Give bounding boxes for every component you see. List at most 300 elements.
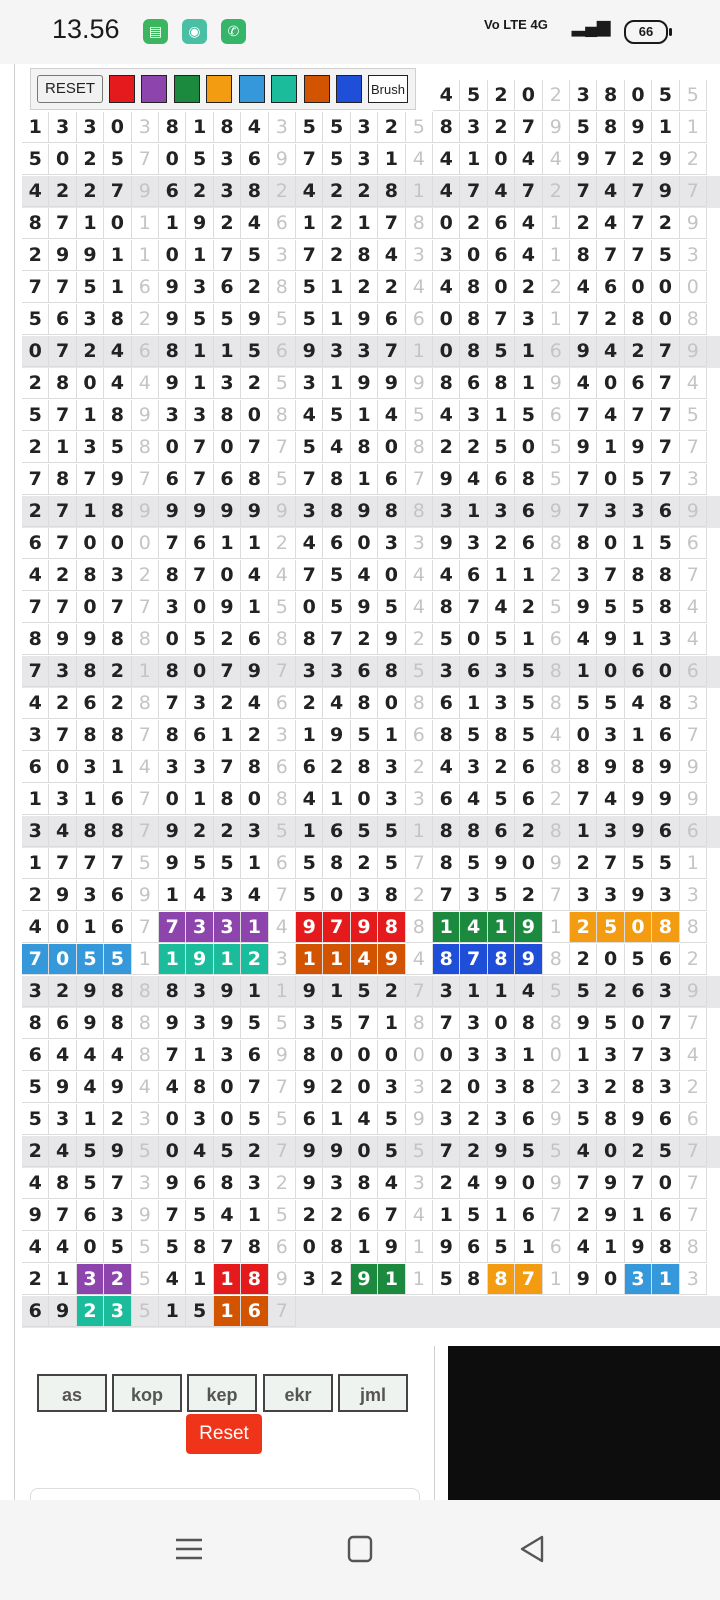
grid-cell[interactable]: 0 bbox=[186, 656, 213, 687]
grid-cell[interactable]: 8 bbox=[406, 496, 433, 527]
grid-cell[interactable]: 4 bbox=[77, 1040, 104, 1071]
grid-cell[interactable]: 9 bbox=[597, 1168, 624, 1199]
grid-cell[interactable]: 7 bbox=[652, 368, 679, 399]
grid-cell[interactable]: 0 bbox=[159, 1136, 186, 1167]
grid-cell[interactable]: 3 bbox=[460, 1040, 487, 1071]
grid-cell[interactable]: 6 bbox=[680, 1104, 707, 1135]
grid-cell[interactable]: 9 bbox=[351, 496, 378, 527]
grid-cell[interactable]: 3 bbox=[433, 496, 460, 527]
grid-cell[interactable]: 6 bbox=[652, 816, 679, 847]
grid-cell[interactable]: 8 bbox=[378, 656, 405, 687]
grid-cell[interactable]: 6 bbox=[488, 208, 515, 239]
grid-cell[interactable]: 8 bbox=[570, 240, 597, 271]
grid-cell[interactable]: 7 bbox=[104, 1168, 131, 1199]
grid-cell[interactable]: 9 bbox=[214, 1008, 241, 1039]
grid-cell[interactable]: 9 bbox=[323, 1136, 350, 1167]
grid-cell[interactable]: 1 bbox=[214, 1264, 241, 1295]
grid-cell[interactable]: 6 bbox=[132, 272, 159, 303]
grid-cell[interactable]: 8 bbox=[515, 1072, 542, 1103]
grid-cell[interactable]: 4 bbox=[296, 784, 323, 815]
grid-cell[interactable]: 3 bbox=[488, 1040, 515, 1071]
grid-cell[interactable]: 8 bbox=[77, 560, 104, 591]
grid-cell[interactable]: 2 bbox=[323, 1072, 350, 1103]
grid-cell[interactable]: 5 bbox=[515, 656, 542, 687]
grid-cell[interactable]: 8 bbox=[406, 912, 433, 943]
grid-cell[interactable]: 7 bbox=[625, 240, 652, 271]
grid-cell[interactable]: 3 bbox=[104, 560, 131, 591]
grid-cell[interactable]: 4 bbox=[378, 400, 405, 431]
grid-cell[interactable]: 4 bbox=[296, 400, 323, 431]
grid-cell[interactable]: 3 bbox=[597, 496, 624, 527]
grid-cell[interactable]: 1 bbox=[22, 848, 49, 879]
grid-cell[interactable]: 1 bbox=[570, 816, 597, 847]
grid-cell[interactable]: 6 bbox=[22, 752, 49, 783]
grid-cell[interactable]: 7 bbox=[460, 592, 487, 623]
grid-cell[interactable]: 7 bbox=[214, 656, 241, 687]
grid-cell[interactable]: 8 bbox=[543, 816, 570, 847]
grid-cell[interactable]: 2 bbox=[214, 816, 241, 847]
grid-cell[interactable]: 5 bbox=[296, 880, 323, 911]
grid-cell[interactable]: 5 bbox=[269, 464, 296, 495]
grid-cell[interactable]: 5 bbox=[323, 144, 350, 175]
grid-cell[interactable]: 5 bbox=[597, 592, 624, 623]
grid-cell[interactable]: 2 bbox=[433, 1072, 460, 1103]
grid-cell[interactable]: 8 bbox=[460, 816, 487, 847]
grid-cell[interactable]: 8 bbox=[433, 944, 460, 975]
grid-cell[interactable]: 5 bbox=[488, 336, 515, 367]
grid-cell[interactable]: 9 bbox=[570, 336, 597, 367]
grid-cell[interactable]: 3 bbox=[460, 400, 487, 431]
grid-cell[interactable]: 8 bbox=[77, 816, 104, 847]
grid-cell[interactable]: 6 bbox=[680, 656, 707, 687]
grid-cell[interactable]: 1 bbox=[378, 720, 405, 751]
grid-cell[interactable]: 9 bbox=[433, 528, 460, 559]
grid-cell[interactable]: 3 bbox=[323, 656, 350, 687]
grid-cell[interactable]: 0 bbox=[351, 1040, 378, 1071]
grid-cell[interactable]: 4 bbox=[488, 592, 515, 623]
grid-cell[interactable]: 0 bbox=[214, 1104, 241, 1135]
grid-cell[interactable]: 7 bbox=[460, 176, 487, 207]
grid-cell[interactable]: 2 bbox=[77, 144, 104, 175]
grid-cell[interactable]: 7 bbox=[652, 1008, 679, 1039]
grid-cell[interactable]: 0 bbox=[49, 144, 76, 175]
grid-cell[interactable]: 1 bbox=[460, 144, 487, 175]
grid-cell[interactable]: 6 bbox=[652, 496, 679, 527]
grid-cell[interactable]: 8 bbox=[159, 336, 186, 367]
grid-cell[interactable]: 1 bbox=[77, 784, 104, 815]
grid-cell[interactable]: 9 bbox=[77, 624, 104, 655]
grid-cell[interactable]: 2 bbox=[625, 1136, 652, 1167]
grid-cell[interactable]: 4 bbox=[296, 528, 323, 559]
grid-cell[interactable]: 8 bbox=[378, 496, 405, 527]
grid-cell[interactable]: 2 bbox=[543, 784, 570, 815]
grid-cell[interactable]: 3 bbox=[77, 112, 104, 143]
grid-cell[interactable]: 9 bbox=[597, 752, 624, 783]
grid-cell[interactable]: 1 bbox=[159, 208, 186, 239]
grid-cell[interactable]: 4 bbox=[241, 880, 268, 911]
grid-cell[interactable]: 4 bbox=[406, 1200, 433, 1231]
grid-cell[interactable]: 4 bbox=[433, 752, 460, 783]
grid-cell[interactable]: 9 bbox=[351, 592, 378, 623]
grid-cell[interactable]: 2 bbox=[241, 1136, 268, 1167]
grid-cell[interactable]: 9 bbox=[77, 1008, 104, 1039]
grid-cell[interactable]: 8 bbox=[296, 624, 323, 655]
grid-cell[interactable]: 4 bbox=[433, 144, 460, 175]
grid-cell[interactable]: 1 bbox=[625, 720, 652, 751]
grid-cell[interactable]: 7 bbox=[186, 560, 213, 591]
grid-cell[interactable]: 9 bbox=[433, 464, 460, 495]
grid-cell[interactable]: 3 bbox=[159, 400, 186, 431]
grid-cell[interactable]: 1 bbox=[132, 656, 159, 687]
jml-button[interactable]: jml bbox=[338, 1374, 408, 1412]
grid-cell[interactable]: 2 bbox=[625, 144, 652, 175]
grid-cell[interactable]: 6 bbox=[186, 720, 213, 751]
grid-cell[interactable]: 9 bbox=[515, 944, 542, 975]
grid-cell[interactable]: 2 bbox=[515, 880, 542, 911]
grid-cell[interactable]: 3 bbox=[488, 656, 515, 687]
grid-cell[interactable]: 8 bbox=[214, 784, 241, 815]
grid-cell[interactable]: 0 bbox=[597, 1136, 624, 1167]
grid-cell[interactable]: 1 bbox=[186, 784, 213, 815]
grid-cell[interactable]: 7 bbox=[186, 432, 213, 463]
grid-cell[interactable]: 4 bbox=[406, 592, 433, 623]
grid-cell[interactable]: 3 bbox=[132, 1104, 159, 1135]
grid-cell[interactable]: 9 bbox=[680, 496, 707, 527]
grid-cell[interactable]: 1 bbox=[132, 208, 159, 239]
grid-cell[interactable]: 1 bbox=[323, 944, 350, 975]
grid-cell[interactable]: 6 bbox=[460, 656, 487, 687]
grid-cell[interactable]: 9 bbox=[104, 464, 131, 495]
grid-cell[interactable]: 7 bbox=[680, 1168, 707, 1199]
grid-cell[interactable]: 8 bbox=[378, 912, 405, 943]
grid-cell[interactable]: 0 bbox=[159, 1104, 186, 1135]
grid-cell[interactable]: 2 bbox=[22, 240, 49, 271]
grid-cell[interactable]: 6 bbox=[49, 304, 76, 335]
grid-cell[interactable]: 1 bbox=[597, 432, 624, 463]
grid-cell[interactable]: 2 bbox=[351, 272, 378, 303]
as-button[interactable]: as bbox=[37, 1374, 107, 1412]
grid-cell[interactable]: 2 bbox=[570, 208, 597, 239]
grid-cell[interactable]: 0 bbox=[460, 1072, 487, 1103]
grid-cell[interactable]: 0 bbox=[625, 80, 652, 111]
grid-cell[interactable]: 5 bbox=[323, 1008, 350, 1039]
grid-cell[interactable]: 3 bbox=[488, 1072, 515, 1103]
grid-cell[interactable]: 0 bbox=[515, 848, 542, 879]
grid-cell[interactable]: 1 bbox=[597, 1232, 624, 1263]
grid-cell[interactable]: 3 bbox=[214, 912, 241, 943]
grid-cell[interactable]: 5 bbox=[652, 240, 679, 271]
grid-cell[interactable]: 6 bbox=[406, 304, 433, 335]
grid-cell[interactable]: 0 bbox=[241, 784, 268, 815]
grid-cell[interactable]: 5 bbox=[378, 592, 405, 623]
grid-cell[interactable]: 2 bbox=[515, 272, 542, 303]
grid-cell[interactable]: 3 bbox=[433, 976, 460, 1007]
grid-cell[interactable]: 7 bbox=[269, 432, 296, 463]
grid-cell[interactable]: 0 bbox=[652, 304, 679, 335]
grid-cell[interactable]: 9 bbox=[296, 1136, 323, 1167]
grid-cell[interactable]: 1 bbox=[323, 368, 350, 399]
grid-cell[interactable]: 2 bbox=[104, 656, 131, 687]
grid-cell[interactable]: 5 bbox=[241, 336, 268, 367]
grid-cell[interactable]: 5 bbox=[132, 1296, 159, 1327]
grid-cell[interactable]: 2 bbox=[652, 208, 679, 239]
grid-cell[interactable]: 3 bbox=[269, 720, 296, 751]
grid-cell[interactable]: 3 bbox=[214, 880, 241, 911]
grid-cell[interactable]: 5 bbox=[515, 688, 542, 719]
grid-cell[interactable]: 3 bbox=[214, 368, 241, 399]
grid-cell[interactable]: 8 bbox=[104, 1008, 131, 1039]
grid-cell[interactable]: 2 bbox=[323, 240, 350, 271]
grid-cell[interactable]: 1 bbox=[132, 944, 159, 975]
grid-cell[interactable]: 6 bbox=[159, 464, 186, 495]
grid-cell[interactable]: 4 bbox=[186, 1136, 213, 1167]
grid-cell[interactable]: 1 bbox=[406, 336, 433, 367]
grid-cell[interactable]: 5 bbox=[351, 720, 378, 751]
grid-cell[interactable]: 5 bbox=[406, 656, 433, 687]
grid-cell[interactable]: 7 bbox=[269, 880, 296, 911]
grid-cell[interactable]: 0 bbox=[378, 560, 405, 591]
grid-cell[interactable]: 8 bbox=[269, 272, 296, 303]
grid-cell[interactable]: 4 bbox=[570, 368, 597, 399]
grid-cell[interactable]: 6 bbox=[597, 272, 624, 303]
grid-cell[interactable]: 8 bbox=[406, 208, 433, 239]
grid-cell[interactable]: 7 bbox=[49, 528, 76, 559]
grid-cell[interactable]: 1 bbox=[77, 496, 104, 527]
grid-cell[interactable]: 2 bbox=[22, 496, 49, 527]
grid-cell[interactable]: 9 bbox=[543, 368, 570, 399]
grid-cell[interactable]: 5 bbox=[22, 144, 49, 175]
grid-cell[interactable]: 0 bbox=[214, 560, 241, 591]
grid-cell[interactable]: 4 bbox=[597, 400, 624, 431]
grid-cell[interactable]: 2 bbox=[406, 624, 433, 655]
grid-cell[interactable]: 4 bbox=[570, 272, 597, 303]
grid-cell[interactable]: 7 bbox=[515, 112, 542, 143]
grid-cell[interactable]: 5 bbox=[515, 1136, 542, 1167]
grid-cell[interactable]: 8 bbox=[159, 560, 186, 591]
grid-cell[interactable]: 2 bbox=[269, 1168, 296, 1199]
grid-cell[interactable]: 9 bbox=[186, 944, 213, 975]
grid-cell[interactable]: 3 bbox=[269, 944, 296, 975]
grid-cell[interactable]: 6 bbox=[488, 816, 515, 847]
grid-cell[interactable]: 5 bbox=[543, 432, 570, 463]
grid-cell[interactable]: 9 bbox=[625, 880, 652, 911]
grid-cell[interactable]: 8 bbox=[241, 752, 268, 783]
grid-cell[interactable]: 7 bbox=[269, 656, 296, 687]
grid-cell[interactable]: 3 bbox=[323, 336, 350, 367]
grid-cell[interactable]: 1 bbox=[214, 720, 241, 751]
grid-cell[interactable]: 1 bbox=[241, 912, 268, 943]
grid-cell[interactable]: 0 bbox=[351, 528, 378, 559]
grid-cell[interactable]: 6 bbox=[77, 688, 104, 719]
grid-cell[interactable]: 1 bbox=[296, 816, 323, 847]
grid-cell[interactable]: 7 bbox=[433, 1136, 460, 1167]
grid-cell[interactable]: 7 bbox=[652, 400, 679, 431]
grid-cell[interactable]: 0 bbox=[597, 368, 624, 399]
grid-cell[interactable]: 5 bbox=[186, 624, 213, 655]
grid-cell[interactable]: 9 bbox=[77, 240, 104, 271]
grid-cell[interactable]: 8 bbox=[104, 304, 131, 335]
grid-cell[interactable]: 5 bbox=[241, 1008, 268, 1039]
grid-cell[interactable]: 1 bbox=[323, 976, 350, 1007]
grid-cell[interactable]: 0 bbox=[460, 240, 487, 271]
grid-cell[interactable]: 7 bbox=[159, 1200, 186, 1231]
grid-cell[interactable]: 6 bbox=[543, 1232, 570, 1263]
grid-cell[interactable]: 6 bbox=[652, 720, 679, 751]
grid-cell[interactable]: 9 bbox=[625, 432, 652, 463]
grid-cell[interactable]: 3 bbox=[406, 240, 433, 271]
grid-cell[interactable]: 7 bbox=[214, 1232, 241, 1263]
grid-cell[interactable]: 5 bbox=[323, 400, 350, 431]
grid-cell[interactable]: 4 bbox=[515, 208, 542, 239]
grid-cell[interactable]: 6 bbox=[378, 304, 405, 335]
grid-cell[interactable]: 1 bbox=[515, 560, 542, 591]
grid-cell[interactable]: 0 bbox=[378, 688, 405, 719]
grid-cell[interactable]: 4 bbox=[433, 272, 460, 303]
grid-cell[interactable]: 9 bbox=[543, 1168, 570, 1199]
reset-top-button[interactable]: RESET bbox=[37, 75, 103, 103]
grid-cell[interactable]: 1 bbox=[269, 976, 296, 1007]
grid-cell[interactable]: 2 bbox=[680, 144, 707, 175]
grid-cell[interactable]: 5 bbox=[406, 1136, 433, 1167]
grid-cell[interactable]: 8 bbox=[269, 784, 296, 815]
grid-cell[interactable]: 4 bbox=[49, 1232, 76, 1263]
grid-cell[interactable]: 5 bbox=[104, 944, 131, 975]
grid-cell[interactable]: 6 bbox=[625, 976, 652, 1007]
grid-cell[interactable]: 8 bbox=[241, 464, 268, 495]
grid-cell[interactable]: 5 bbox=[460, 720, 487, 751]
grid-cell[interactable]: 7 bbox=[680, 720, 707, 751]
grid-cell[interactable]: 8 bbox=[570, 528, 597, 559]
grid-cell[interactable]: 2 bbox=[104, 1264, 131, 1295]
grid-cell[interactable]: 7 bbox=[570, 400, 597, 431]
grid-cell[interactable]: 6 bbox=[652, 1104, 679, 1135]
grid-cell[interactable]: 0 bbox=[543, 1040, 570, 1071]
grid-cell[interactable]: 3 bbox=[323, 1168, 350, 1199]
grid-cell[interactable]: 7 bbox=[132, 144, 159, 175]
grid-cell[interactable]: 7 bbox=[406, 976, 433, 1007]
grid-cell[interactable]: 1 bbox=[378, 1264, 405, 1295]
grid-cell[interactable]: 7 bbox=[22, 944, 49, 975]
grid-cell[interactable]: 5 bbox=[488, 880, 515, 911]
grid-cell[interactable]: 5 bbox=[543, 592, 570, 623]
grid-cell[interactable]: 1 bbox=[460, 496, 487, 527]
grid-cell[interactable]: 6 bbox=[132, 336, 159, 367]
grid-cell[interactable]: 8 bbox=[269, 624, 296, 655]
grid-cell[interactable]: 0 bbox=[488, 272, 515, 303]
grid-cell[interactable]: 5 bbox=[296, 432, 323, 463]
grid-cell[interactable]: 5 bbox=[77, 272, 104, 303]
grid-cell[interactable]: 8 bbox=[488, 368, 515, 399]
grid-cell[interactable]: 2 bbox=[625, 336, 652, 367]
grid-cell[interactable]: 9 bbox=[378, 624, 405, 655]
grid-cell[interactable]: 1 bbox=[186, 1264, 213, 1295]
grid-cell[interactable]: 8 bbox=[323, 848, 350, 879]
grid-cell[interactable]: 1 bbox=[77, 1104, 104, 1135]
grid-cell[interactable]: 7 bbox=[159, 912, 186, 943]
grid-cell[interactable]: 2 bbox=[378, 272, 405, 303]
grid-cell[interactable]: 5 bbox=[378, 816, 405, 847]
grid-cell[interactable]: 8 bbox=[186, 1072, 213, 1103]
grid-cell[interactable]: 9 bbox=[351, 1264, 378, 1295]
grid-cell[interactable]: 8 bbox=[543, 656, 570, 687]
grid-cell[interactable]: 3 bbox=[625, 496, 652, 527]
grid-cell[interactable]: 4 bbox=[214, 1200, 241, 1231]
grid-cell[interactable]: 6 bbox=[625, 656, 652, 687]
grid-cell[interactable]: 5 bbox=[625, 464, 652, 495]
grid-cell[interactable]: 0 bbox=[323, 880, 350, 911]
grid-cell[interactable]: 5 bbox=[22, 304, 49, 335]
grid-cell[interactable]: 7 bbox=[680, 560, 707, 591]
grid-cell[interactable]: 2 bbox=[22, 368, 49, 399]
grid-cell[interactable]: 3 bbox=[159, 752, 186, 783]
grid-cell[interactable]: 7 bbox=[77, 848, 104, 879]
grid-cell[interactable]: 5 bbox=[186, 1200, 213, 1231]
grid-cell[interactable]: 4 bbox=[296, 176, 323, 207]
grid-cell[interactable]: 6 bbox=[351, 656, 378, 687]
grid-cell[interactable]: 7 bbox=[570, 1168, 597, 1199]
grid-cell[interactable]: 7 bbox=[323, 624, 350, 655]
grid-cell[interactable]: 7 bbox=[214, 240, 241, 271]
grid-cell[interactable]: 8 bbox=[22, 1008, 49, 1039]
grid-cell[interactable]: 7 bbox=[159, 528, 186, 559]
grid-cell[interactable]: 5 bbox=[241, 1104, 268, 1135]
grid-cell[interactable]: 4 bbox=[543, 720, 570, 751]
grid-cell[interactable]: 4 bbox=[132, 368, 159, 399]
grid-cell[interactable]: 3 bbox=[351, 336, 378, 367]
grid-cell[interactable]: 1 bbox=[351, 208, 378, 239]
grid-cell[interactable]: 9 bbox=[49, 880, 76, 911]
grid-cell[interactable]: 9 bbox=[351, 368, 378, 399]
grid-cell[interactable]: 1 bbox=[652, 112, 679, 143]
grid-cell[interactable]: 7 bbox=[214, 752, 241, 783]
grid-cell[interactable]: 1 bbox=[241, 528, 268, 559]
grid-cell[interactable]: 8 bbox=[433, 592, 460, 623]
grid-cell[interactable]: 8 bbox=[214, 112, 241, 143]
grid-cell[interactable]: 2 bbox=[49, 176, 76, 207]
grid-cell[interactable]: 7 bbox=[378, 1200, 405, 1231]
grid-cell[interactable]: 5 bbox=[132, 1136, 159, 1167]
grid-cell[interactable]: 1 bbox=[77, 400, 104, 431]
color-swatch-dark-orange[interactable] bbox=[304, 75, 330, 103]
grid-cell[interactable]: 4 bbox=[378, 240, 405, 271]
grid-cell[interactable]: 8 bbox=[77, 656, 104, 687]
grid-cell[interactable]: 2 bbox=[597, 304, 624, 335]
grid-cell[interactable]: 1 bbox=[543, 208, 570, 239]
grid-cell[interactable]: 2 bbox=[214, 208, 241, 239]
grid-cell[interactable]: 3 bbox=[132, 112, 159, 143]
grid-cell[interactable]: 0 bbox=[159, 624, 186, 655]
grid-cell[interactable]: 9 bbox=[680, 752, 707, 783]
grid-cell[interactable]: 7 bbox=[323, 912, 350, 943]
grid-cell[interactable]: 2 bbox=[597, 976, 624, 1007]
grid-cell[interactable]: 5 bbox=[159, 1232, 186, 1263]
grid-cell[interactable]: 1 bbox=[241, 976, 268, 1007]
grid-cell[interactable]: 7 bbox=[49, 720, 76, 751]
grid-cell[interactable]: 5 bbox=[378, 1136, 405, 1167]
grid-cell[interactable]: 6 bbox=[543, 624, 570, 655]
grid-cell[interactable]: 3 bbox=[652, 880, 679, 911]
grid-cell[interactable]: 4 bbox=[132, 1072, 159, 1103]
grid-cell[interactable]: 5 bbox=[269, 368, 296, 399]
grid-cell[interactable]: 0 bbox=[159, 432, 186, 463]
grid-cell[interactable]: 9 bbox=[132, 1200, 159, 1231]
grid-cell[interactable]: 3 bbox=[296, 368, 323, 399]
grid-cell[interactable]: 1 bbox=[241, 592, 268, 623]
grid-cell[interactable]: 5 bbox=[269, 304, 296, 335]
grid-cell[interactable]: 3 bbox=[49, 656, 76, 687]
grid-cell[interactable]: 4 bbox=[49, 816, 76, 847]
grid-cell[interactable]: 8 bbox=[132, 432, 159, 463]
